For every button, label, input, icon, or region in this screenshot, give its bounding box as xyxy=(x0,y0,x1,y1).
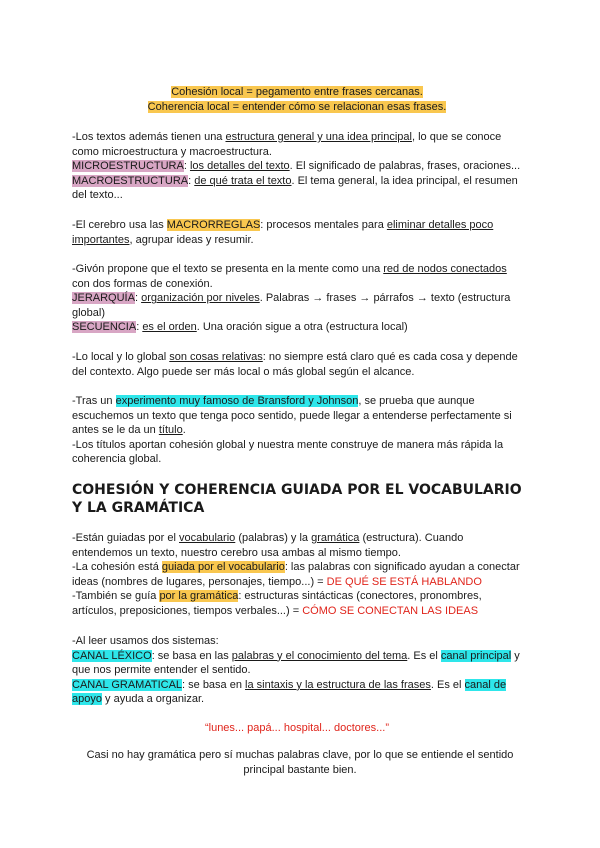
macrorreglas-highlight: MACRORREGLAS xyxy=(166,219,261,231)
section-heading: COHESIÓN Y COHERENCIA GUIADA POR EL VOCABULARIO Y LA GRAMÁTICA xyxy=(72,482,522,516)
paragraph-macrorreglas: -El cerebro usa las MACRORREGLAS: procesos mentales para eliminar detalles poco importantes, agrupar ideas y resumir. xyxy=(72,219,494,246)
coherencia-local-definition: Coherencia local = entender cómo se relacionan esas frases. xyxy=(147,100,447,113)
paragraph-bransford: -Tras un experimento muy famoso de Bransford y Johnson, se prueba que aunque escuchemos un texto que tenga poco sentido, puede llegar a entenderse perfectamente si antes se le da un título. -Los títulos aportan cohesión global y nuestra mente construye de manera más rápida la coherencia global. xyxy=(72,395,512,466)
paragraph-channels: -Al leer usamos dos sistemas: CANAL LÉXICO: se basa en las palabras y el conocimiento del tema. Es el canal principal y que nos permite entender el sentido. CANAL GRAMATICAL: se basa en la sintaxis y la estructura de las frases. Es el canal de apoyo y ayuda a organizar. xyxy=(72,635,520,706)
jerarquia-label: JERARQUÍA xyxy=(72,292,135,305)
paragraph-givon: -Givón propone que el texto se presenta en la mente como una red de nodos conectados con dos formas de conexión. JERARQUÍA: organización por niveles. Palabras → frases → párrafos → texto (estructura global) SECUENCIA: es el orden. Una oración sigue a otra (estructura local) xyxy=(72,263,511,334)
secuencia-label: SECUENCIA xyxy=(72,321,137,334)
vocab-highlight: guiada por el vocabulario xyxy=(161,561,285,574)
red-note-how: CÓMO SE CONECTAN LAS IDEAS xyxy=(302,604,479,617)
micro-label: MICROESTRUCTURA xyxy=(72,160,184,173)
closing-note: Casi no hay gramática pero sí muchas palabras clave, por lo que se entiende el sentido principal bastante bien. xyxy=(86,749,514,776)
experiment-highlight: experimento muy famoso de Bransford y Johnson xyxy=(115,395,359,407)
macro-label: MACROESTRUCTURA xyxy=(72,174,189,187)
red-note-what: DE QUÉ SE ESTÁ HABLANDO xyxy=(326,575,482,588)
canal-principal-highlight: canal principal xyxy=(440,649,512,662)
canal-gramatical-label: CANAL GRAMATICAL xyxy=(72,678,183,691)
canal-lexico-label: CANAL LÉXICO xyxy=(72,649,152,662)
grammar-highlight: por la gramática xyxy=(159,590,239,603)
example-quote: “lunes... papá... hospital... doctores...” xyxy=(204,722,390,734)
paragraph-local-global: -Lo local y lo global son cosas relativas: no siempre está claro qué es cada cosa y depende del contexto. Algo puede ser más local o más global según el alcance. xyxy=(72,351,518,378)
paragraph-structure: -Los textos además tienen una estructura general y una idea principal, lo que se conoce como microestructura y macroestructura. MICROESTRUCTURA: los detalles del texto. El significado de palabras, frases, oraciones... MACROESTRUCTURA: de qué trata el texto. El tema general, la idea principal, el resumen del texto... xyxy=(72,131,521,202)
canal-apoyo-highlight: canal de apoyo xyxy=(72,678,507,706)
local-definitions xyxy=(72,85,522,114)
cohesion-local-definition: Cohesión local = pegamento entre frases cercanas. xyxy=(171,86,423,98)
paragraph-vocab-grammar: -Están guiadas por el vocabulario (palabras) y la gramática (estructura). Cuando entendemos un texto, nuestro cerebro usa ambas al mismo tiempo. -La cohesión está guiada por el vocabulario: las palabras con significado ayudan a conectar ideas (nombres de lugares, personajes, tiempo...) = DE QUÉ SE ESTÁ HABLANDO -También se guía por la gramática: estructuras sintácticas (conectores, pronombres, artículos, preposiciones, tiempos verbales...) = CÓMO SE CONECTAN LAS IDEAS xyxy=(72,532,520,617)
